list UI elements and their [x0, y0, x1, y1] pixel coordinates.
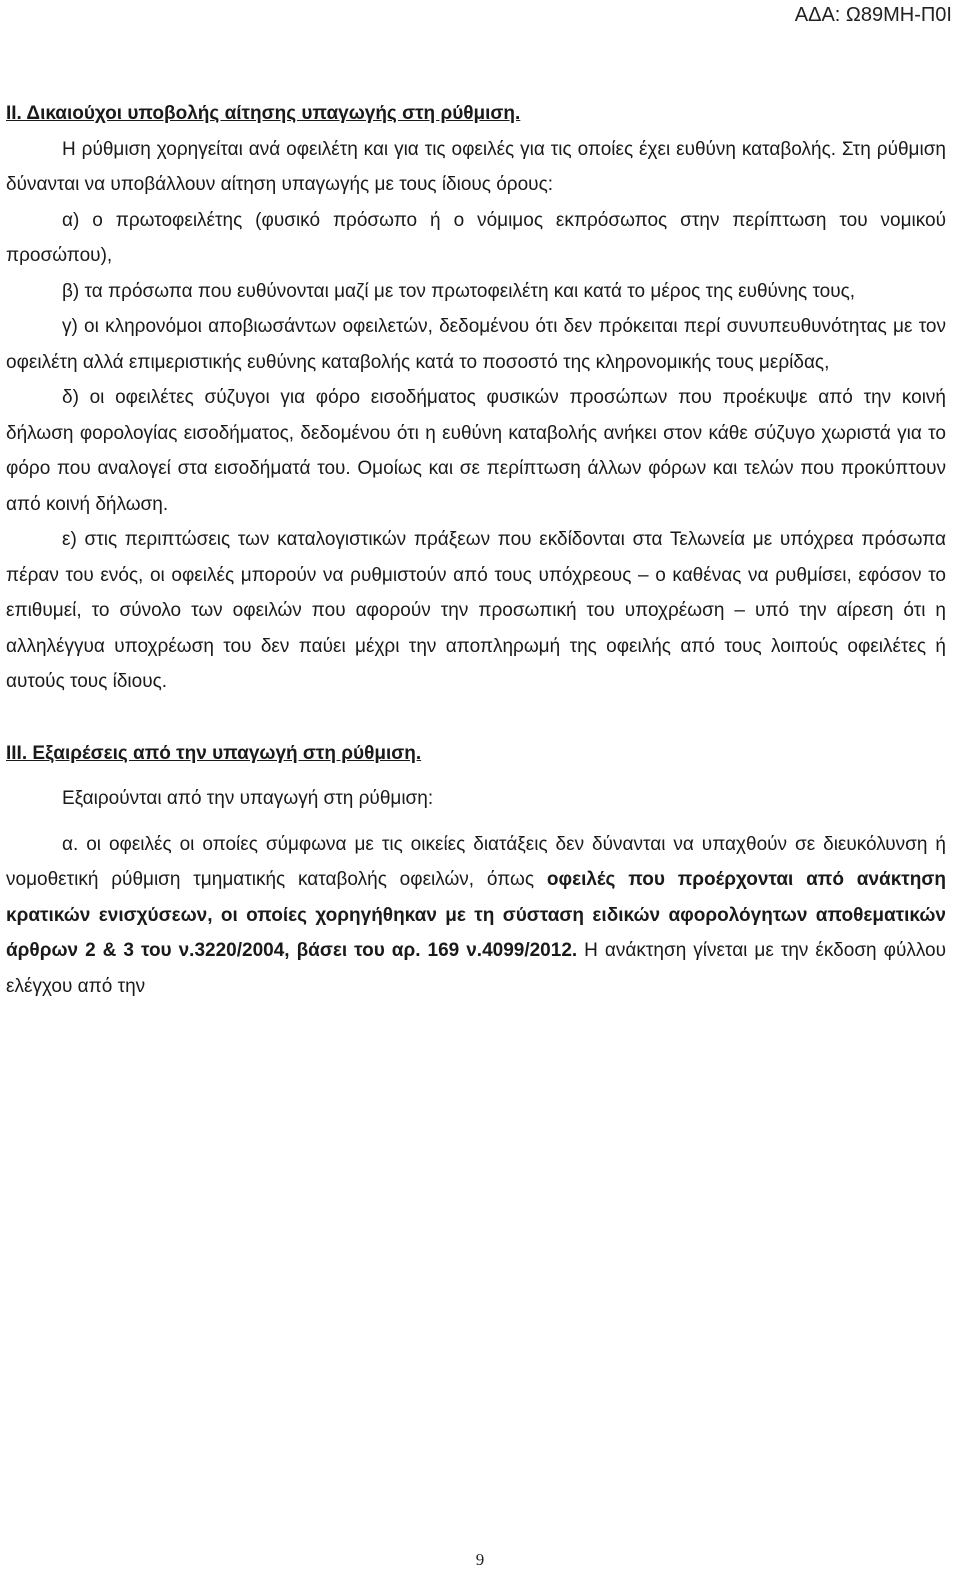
section-2-intro: Η ρύθμιση χορηγείται ανά οφειλέτη και για τις οφειλές για τις οποίες έχει ευθύνη καταβολής. Στη ρύθμιση δύνανται να υποβάλλουν αίτηση υπαγωγής με τους ίδιους όρους:: [6, 138, 946, 195]
list-item: γ) οι κληρονόμοι αποβιωσάντων οφειλετών, δεδομένου ότι δεν πρόκειται περί συνυπευθυνότητας με τον οφειλέτη αλλά επιμεριστικής ευθύνης καταβολής κατά το ποσοστό της κληρονομικής τους μερίδας,: [6, 316, 946, 373]
item-a-suffix: Η ανάκτηση γίνεται με την έκδοση φύλλου ελέγχου από την: [6, 940, 947, 997]
document-body: [6, 96, 946, 1004]
list-item: [6, 827, 946, 1005]
section-3-title: ΙΙΙ. Εξαιρέσεις από την υπαγωγή στη ρύθμιση.: [6, 742, 422, 764]
section-2-title: ΙΙ. Δικαιούχοι υποβολής αίτησης υπαγωγής στη ρύθμιση.: [6, 103, 521, 124]
item-a-prefix: α. οι οφειλές οι οποίες σύμφωνα με τις οικείες διατάξεις δεν δύνανται να υπαχθούν σε διευκόλυνση ή νομοθετική ρύθμιση τμηματικής καταβολής οφειλών, όπως: [6, 833, 946, 890]
section-3-intro: Εξαιρούνται από την υπαγωγή στη ρύθμιση:: [62, 788, 434, 809]
list-item: δ) οι οφειλέτες σύζυγοι για φόρο εισοδήματος φυσικών προσώπων που προέκυψε από την κοινή δήλωση φορολογίας εισοδήματος, δεδομένου ότι η ευθύνη καταβολής ανήκει στον κάθε σύζυγο χωριστά για το φόρο που αναλογεί στα εισοδήματά του. Ομοίως και σε περίπτωση άλλων φόρων και τελών που προκύπτουν από κοινή δήλωση.: [6, 387, 946, 515]
list-item: β) τα πρόσωπα που ευθύνονται μαζί με τον πρωτοφειλέτη και κατά το μέρος της ευθύνης τους,: [62, 280, 856, 302]
list-item: ε) στις περιπτώσεις των καταλογιστικών πράξεων που εκδίδονται στα Τελωνεία με υπόχρεα πρόσωπα πέραν του ενός, οι οφειλές μπορούν να ρυθμιστούν από τους υπόχρεους – ο καθένας να ρυθμίσει, εφόσον το επιθυμεί, το σύνολο των οφειλών που αφορούν την προσωπική του υποχρέωση – υπό την αίρεση ότι η αλληλέγγυα υποχρέωση του δεν παύει μέχρι την αποπληρωμή της οφειλής από τους λοιπούς οφειλέτες ή αυτούς τους ίδιους.: [6, 529, 946, 692]
ada-code: ΑΔΑ: Ω89ΜΗ-Π0Ι: [794, 4, 952, 26]
list-item: α) ο πρωτοφειλέτης (φυσικό πρόσωπο ή ο νόμιμος εκπρόσωπος στην περίπτωση του νομικού προσώπου),: [6, 209, 946, 266]
page-number: 9: [475, 1550, 485, 1569]
item-a-bold: οφειλές που προέρχονται από ανάκτηση κρατικών ενισχύσεων, οι οποίες χορηγήθηκαν με τη σύσταση ειδικών αφορολόγητων αποθεματικών άρθρων 2 & 3 του ν.3220/2004, βάσει του αρ. 169 ν.4099/2012.: [6, 869, 946, 961]
